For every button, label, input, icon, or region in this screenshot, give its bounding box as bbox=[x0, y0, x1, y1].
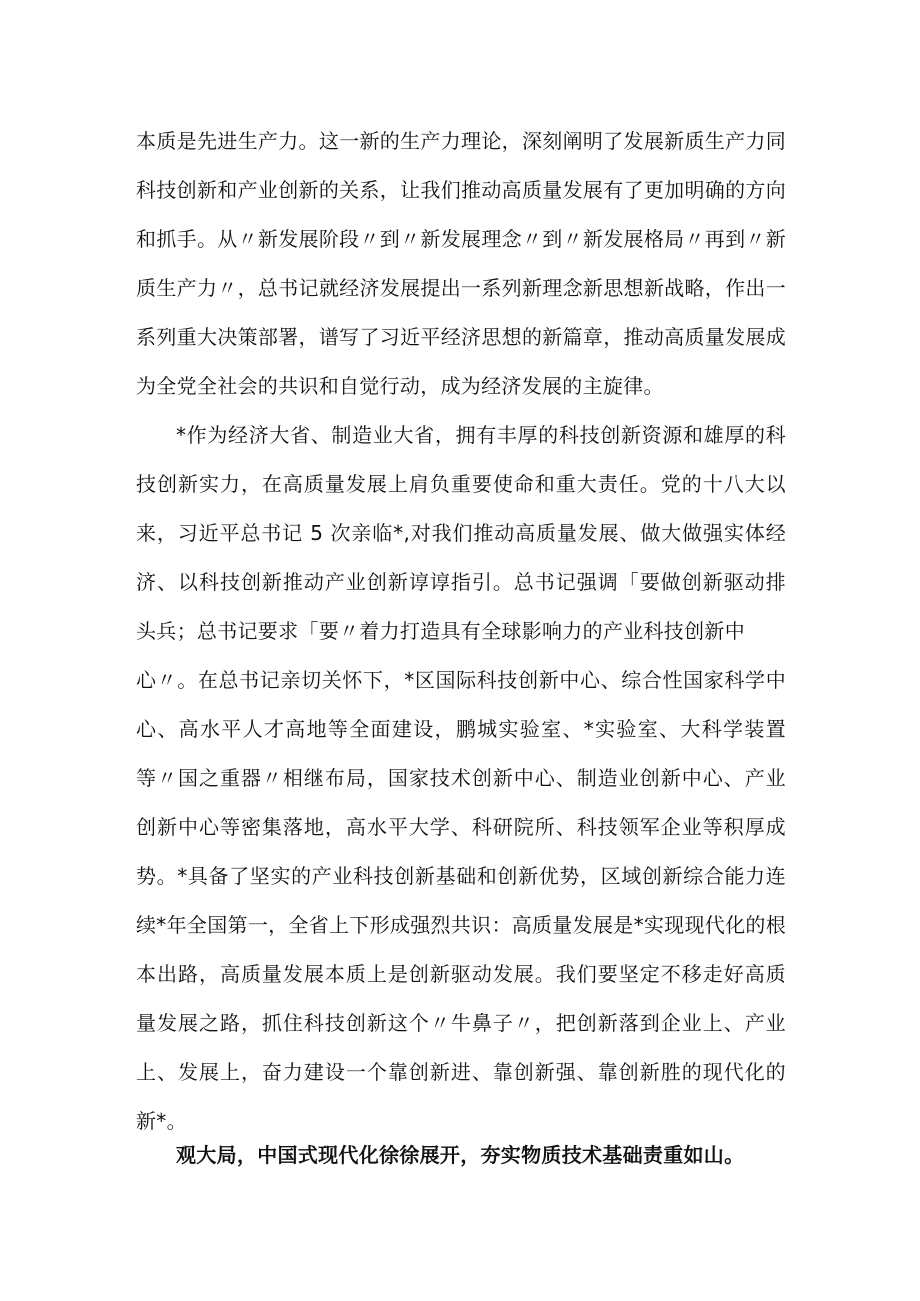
text-line: 系列重大决策部署，谱写了习近平经济思想的新篇章，推动高质量发展成 bbox=[136, 325, 786, 349]
paragraph-3-heading: 观大局，中国式现代化徐徐展开，夯实物质技术基础责重如山。 bbox=[176, 1143, 745, 1167]
text-line: 本出路，高质量发展本质上是创新驱动发展。我们要坚定不移走好高质 bbox=[136, 962, 786, 986]
text-line: 新*。 bbox=[136, 1109, 187, 1133]
text-line: 势。*具备了坚实的产业科技创新基础和创新优势，区域创新综合能力连 bbox=[136, 864, 786, 888]
text-line: 和抓手。从〃新发展阶段〃到〃新发展理念〃到〃新发展格局〃再到〃新 bbox=[136, 227, 786, 251]
paragraph-2 bbox=[136, 411, 786, 1146]
text-line: 质生产力〃，总书记就经济发展提出一系列新理念新思想新战略，作出一 bbox=[136, 276, 786, 300]
text-line: 心〃。在总书记亲切关怀下，*区国际科技创新中心、综合性国家科学中 bbox=[136, 668, 786, 692]
text-line: 上、发展上，奋力建设一个靠创新进、靠创新强、靠创新胜的现代化的 bbox=[136, 1060, 786, 1084]
text-line: 技创新实力，在高质量发展上肩负重要使命和重大责任。党的十八大以 bbox=[136, 472, 786, 496]
text-line: 为全党全社会的共识和自觉行动，成为经济发展的主旋律。 bbox=[136, 374, 664, 398]
text-line: 创新中心等密集落地，高水平大学、科研院所、科技领军企业等积厚成 bbox=[136, 815, 786, 839]
text-line: 等〃国之重器〃相继布局，国家技术创新中心、制造业创新中心、产业 bbox=[136, 766, 786, 790]
text-line: 来，习近平总书记 5 次亲临*,对我们推动高质量发展、做大做强实体经 bbox=[136, 521, 786, 545]
paragraph-1 bbox=[136, 117, 786, 411]
text-line: 济、以科技创新推动产业创新谆谆指引。总书记强调「要做创新驱动排 bbox=[136, 570, 786, 594]
text-line: 心、高水平人才高地等全面建设，鹏城实验室、*实验室、大科学装置 bbox=[136, 717, 786, 741]
text-line: 科技创新和产业创新的关系，让我们推动高质量发展有了更加明确的方向 bbox=[136, 178, 786, 202]
text-line: *作为经济大省、制造业大省，拥有丰厚的科技创新资源和雄厚的科 bbox=[176, 423, 786, 447]
text-line: 本质是先进生产力。这一新的生产力理论，深刻阐明了发展新质生产力同 bbox=[136, 129, 786, 153]
text-line: 续*年全国第一，全省上下形成强烈共识：高质量发展是*实现现代化的根 bbox=[136, 913, 786, 937]
text-line: 头兵；总书记要求「要〃着力打造具有全球影响力的产业科技创新中 bbox=[136, 619, 745, 643]
text-line: 量发展之路，抓住科技创新这个〃牛鼻子〃，把创新落到企业上、产业 bbox=[136, 1011, 786, 1035]
